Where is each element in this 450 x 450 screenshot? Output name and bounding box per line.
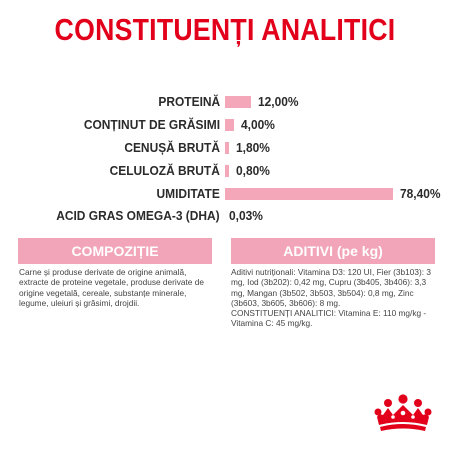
analytics-label: ACID GRAS OMEGA-3 (DHA) [56,208,220,223]
composition-heading: COMPOZIȚIE [18,238,212,264]
analytics-bar [225,188,393,200]
analytics-row [0,91,450,113]
analytics-bar [225,96,251,108]
additives-text: Aditivi nutriționali: Vitamina D3: 120 UI, Fier (3b103): 3 mg, Iod (3b202): 0,42 mg, Cupru (3b405, 3b406): 3,3 mg, Mangan (3b502, 3b503, 3b504): 0,8 mg, Zinc (3b603, 3b605, 3b606): 8 mg. [231,267,431,308]
analytics-bar [225,142,229,154]
analytics-row [0,160,450,182]
analytics-label: CELULOZĂ BRUTĂ [109,163,220,178]
analytics-value: 0,03% [229,208,263,223]
analytics-row [0,114,450,136]
analytics-row [0,137,450,159]
analytics-value: 1,80% [236,140,270,155]
additives-heading: ADITIVI (pe kg) [231,238,435,264]
page-title: CONSTITUENȚI ANALITICI [54,12,396,47]
analytics-row [0,183,450,205]
additives-analytic-text: CONSTITUENȚI ANALITICI: Vitamina E: 110 mg/kg - Vitamina C: 45 mg/kg. [231,308,427,329]
analytics-label: UMIDITATE [156,186,220,201]
composition-text: Carne și produse derivate de origine animală, extracte de proteine vegetale, produse derivate de origine vegetală, cereale, substanțe minerale, legume, uleiuri și grăsimi, drojdii. [19,267,204,308]
analytics-bar [225,165,229,177]
analytics-value: 0,80% [236,163,270,178]
analytics-label: PROTEINĂ [158,94,220,109]
analytics-row [0,205,450,227]
analytics-bar [225,119,234,131]
analytics-value: 78,40% [400,186,441,201]
analytics-label: CONȚINUT DE GRĂSIMI [83,117,220,132]
analytics-value: 4,00% [241,117,275,132]
additives-block [231,267,437,329]
analytics-value: 12,00% [258,94,299,109]
royal-canin-crown-logo [371,391,435,437]
analytics-label: CENUȘĂ BRUTĂ [124,140,220,155]
analytics-chart [0,91,450,231]
